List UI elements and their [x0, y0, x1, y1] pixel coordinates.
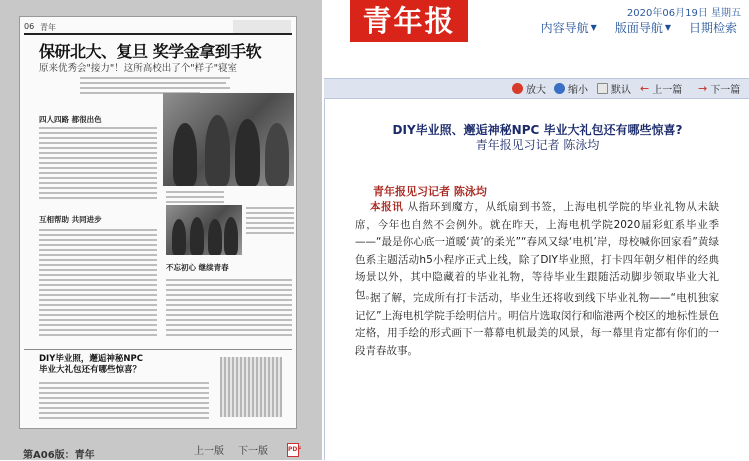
zoom-out-icon: [554, 83, 565, 94]
issue-date: 2020年06月19日 星期五: [626, 8, 741, 19]
default-size-button[interactable]: [597, 81, 631, 96]
paragraph-text: 从指环到魔方，从纸扇到书签，上海电机学院的毕业礼物从未缺席，今年也自然不会例外。就在昨天，上海电机学院2020届彩虹系毕业季——“最是你心底一道暖‘黄’的柔光”“春风又绿‘电机’岸，母校喊你回家看”黄绿色系主题活动h5小程序正式上线，除了DIY毕业照，打卡四年朝夕相伴的经典场景以外，其中隐藏着的毕业礼物，等待毕业生跟随活动脚步领取毕业大礼包。: [355, 201, 719, 301]
top-navigation: [541, 19, 737, 36]
nav-pages[interactable]: [615, 19, 671, 36]
zoom-in-label: 放大: [526, 85, 546, 96]
nav-date-search-label: 日期检索: [688, 21, 737, 35]
next-article-button[interactable]: [698, 81, 740, 96]
thumb-diy-headline[interactable]: [39, 354, 143, 376]
pdf-download-icon[interactable]: PDF: [287, 443, 299, 457]
thumb-text-block: [39, 382, 209, 422]
thumb-photo-group: [166, 205, 242, 255]
arrow-left-icon: ←: [640, 82, 650, 95]
chevron-down-icon: ▼: [590, 23, 597, 32]
page-thumbnail-pane: [0, 0, 322, 460]
thumb-text-block: [166, 279, 292, 339]
zoom-out-button[interactable]: [554, 81, 588, 96]
thumb-page-number: 06: [24, 22, 35, 31]
zoom-in-button[interactable]: [512, 81, 546, 96]
thumb-masthead: [233, 20, 291, 33]
next-page-link[interactable]: 下一版: [238, 446, 268, 457]
article-paragraph: 据了解，完成所有打卡活动，毕业生还将收到线下毕业礼物——“电机独家记忆”上海电机学院手绘明信片。明信片选取闵行和临港两个校区的地标性景色定格，用手绘的形式画下一幕幕电机最美的风景，每一幕里肯定都有你们的一段青春故事。: [355, 292, 719, 357]
next-article-label: 下一篇: [710, 85, 741, 96]
thumb-column-title: 不忘初心 继续青春: [166, 263, 229, 272]
arrow-right-icon: →: [698, 82, 708, 95]
paragraph-lead: 本报讯: [370, 201, 404, 213]
zoom-out-label: 缩小: [568, 85, 588, 96]
article-pane: [324, 99, 749, 460]
article-paragraph: [355, 199, 719, 304]
chevron-down-icon: ▼: [664, 23, 671, 32]
newspaper-page-image[interactable]: [19, 16, 297, 429]
thumb-text-block: [166, 191, 224, 206]
nav-pages-label: 版面导航: [614, 21, 663, 35]
article-title: DIY毕业照、邂逅神秘NPC 毕业大礼包还有哪些惊喜?: [392, 123, 683, 137]
thumb-subheadline: 原来优秀会"接力"！这所高校出了个"样子"寝室: [39, 63, 237, 74]
nav-content-label: 内容导航: [540, 21, 589, 35]
thumb-text-block: [39, 127, 157, 202]
zoom-in-icon: [512, 83, 523, 94]
thumb-column-title: 四人四路 都很出色: [39, 115, 102, 124]
default-size-icon: [597, 83, 608, 94]
article-toolbar: [324, 78, 749, 99]
article-body-byline: 青年报见习记者 陈泳均: [373, 185, 487, 198]
thumb-headline[interactable]: 保研北大、复旦 奖学金拿到手软: [39, 42, 262, 61]
article-byline: 青年报见习记者 陈泳均: [475, 138, 600, 152]
thumb-diy-line: DIY毕业照，邂逅神秘NPC 毕业大礼包还有哪些惊喜？: [39, 354, 143, 375]
thumb-divider: [24, 349, 292, 350]
thumb-divider: [24, 33, 292, 35]
prev-page-link[interactable]: 上一版: [194, 446, 224, 457]
prev-article-label: 上一篇: [652, 85, 683, 96]
page-label: 第A06版：青年: [23, 450, 95, 461]
nav-content[interactable]: [541, 19, 597, 36]
default-size-label: 默认: [611, 85, 631, 96]
prev-article-button[interactable]: [640, 81, 682, 96]
thumb-text-block: [246, 207, 294, 237]
thumb-photo-students: [163, 93, 294, 186]
thumb-text-block: [39, 229, 157, 339]
thumb-section-name: 青年: [40, 23, 56, 32]
nav-date-search[interactable]: [689, 19, 737, 36]
site-logo[interactable]: 青年报: [350, 0, 468, 42]
thumb-column-title: 互相帮助 共同进步: [39, 215, 102, 224]
thumb-ad-block: [220, 357, 282, 417]
